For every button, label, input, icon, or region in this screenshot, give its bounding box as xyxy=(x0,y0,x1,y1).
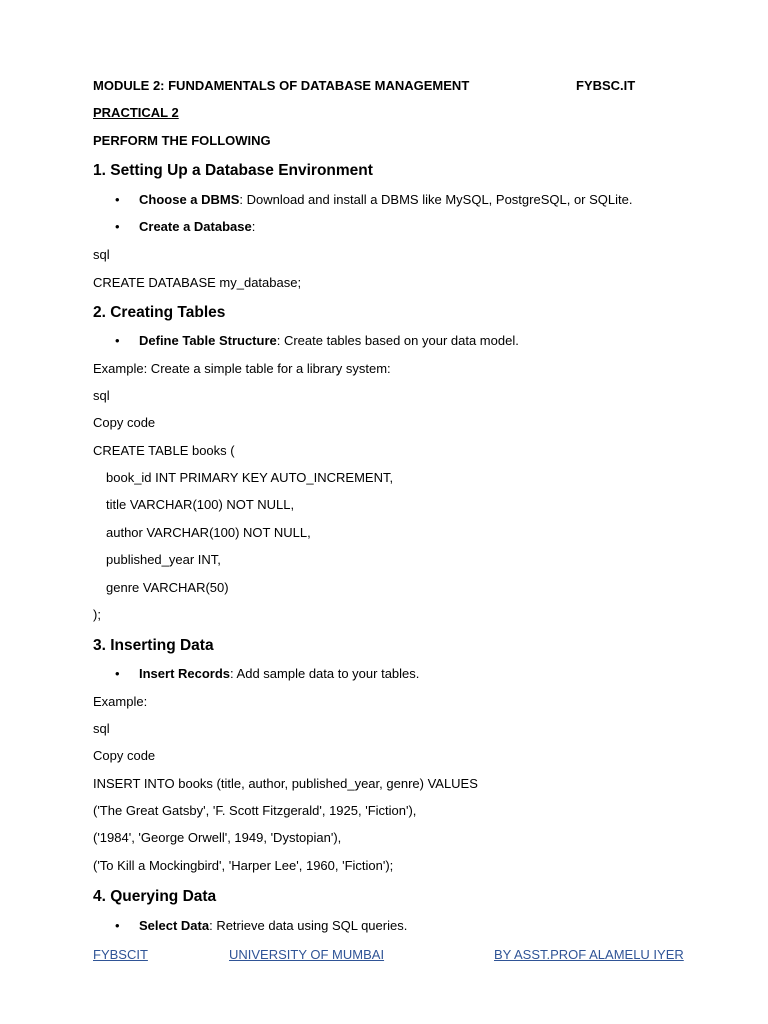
code-line: author VARCHAR(100) NOT NULL, xyxy=(106,525,311,540)
bullet-label: Insert Records xyxy=(139,666,231,681)
code-line: CREATE DATABASE my_database; xyxy=(93,275,302,290)
bullet-label: Define Table Structure xyxy=(139,333,277,348)
section4-heading: 4. Querying Data xyxy=(93,888,217,905)
bullet-label: Select Data xyxy=(139,918,210,933)
bullet-label: Choose a DBMS xyxy=(139,192,240,207)
example-text: Example: Create a simple table for a library system: xyxy=(93,361,391,376)
bullet-text: : Download and install a DBMS like MySQL, PostgreSQL, or SQLite. xyxy=(239,192,633,207)
footer-right: BY ASST.PROF ALAMELU IYER xyxy=(494,947,684,962)
section4-bullet xyxy=(139,918,407,934)
footer-left: FYBSCIT xyxy=(93,947,148,962)
code-line: ('The Great Gatsby', 'F. Scott Fitzgerald', 1925, 'Fiction'), xyxy=(93,803,417,818)
bullet-dot: • xyxy=(115,333,120,348)
code-line: published_year INT, xyxy=(106,552,221,567)
code-line: ('To Kill a Mockingbird', 'Harper Lee', 1960, 'Fiction'); xyxy=(93,858,394,873)
section2-bullet xyxy=(139,333,519,349)
section3-bullet xyxy=(139,666,419,682)
code-line: genre VARCHAR(50) xyxy=(106,580,229,595)
bullet-label: Create a Database xyxy=(139,219,252,234)
bullet-text: : Add sample data to your tables. xyxy=(230,666,420,681)
code-line: ); xyxy=(93,607,101,622)
bullet-text: : Create tables based on your data model. xyxy=(276,333,519,348)
course-tag: FYBSC.IT xyxy=(576,78,636,93)
instruction-text: PERFORM THE FOLLOWING xyxy=(93,133,271,148)
section3-heading: 3. Inserting Data xyxy=(93,637,214,654)
footer-center: UNIVERSITY OF MUMBAI xyxy=(229,947,385,962)
bullet-dot: • xyxy=(115,918,120,933)
code-line: book_id INT PRIMARY KEY AUTO_INCREMENT, xyxy=(106,470,394,485)
bullet-dot: • xyxy=(115,192,120,207)
copy-code-label: Copy code xyxy=(93,748,156,763)
practical-title: PRACTICAL 2 xyxy=(93,105,179,120)
code-language-label: sql xyxy=(93,721,110,736)
section2-heading: 2. Creating Tables xyxy=(93,304,226,321)
bullet-dot: • xyxy=(115,219,120,234)
section1-heading: 1. Setting Up a Database Environment xyxy=(93,162,373,179)
code-line: ('1984', 'George Orwell', 1949, 'Dystopian'), xyxy=(93,830,342,845)
code-language-label: sql xyxy=(93,388,110,403)
code-line: CREATE TABLE books ( xyxy=(93,443,235,458)
code-line: title VARCHAR(100) NOT NULL, xyxy=(106,497,295,512)
code-line: INSERT INTO books (title, author, published_year, genre) VALUES xyxy=(93,776,478,791)
example-text: Example: xyxy=(93,694,148,709)
copy-code-label: Copy code xyxy=(93,415,156,430)
bullet-text: : xyxy=(251,219,256,234)
section1-bullet2 xyxy=(139,219,255,235)
module-title: MODULE 2: FUNDAMENTALS OF DATABASE MANAGEMENT xyxy=(93,78,470,93)
bullet-text: : Retrieve data using SQL queries. xyxy=(209,918,408,933)
section1-bullet1 xyxy=(139,192,632,208)
code-language-label: sql xyxy=(93,247,110,262)
bullet-dot: • xyxy=(115,666,120,681)
